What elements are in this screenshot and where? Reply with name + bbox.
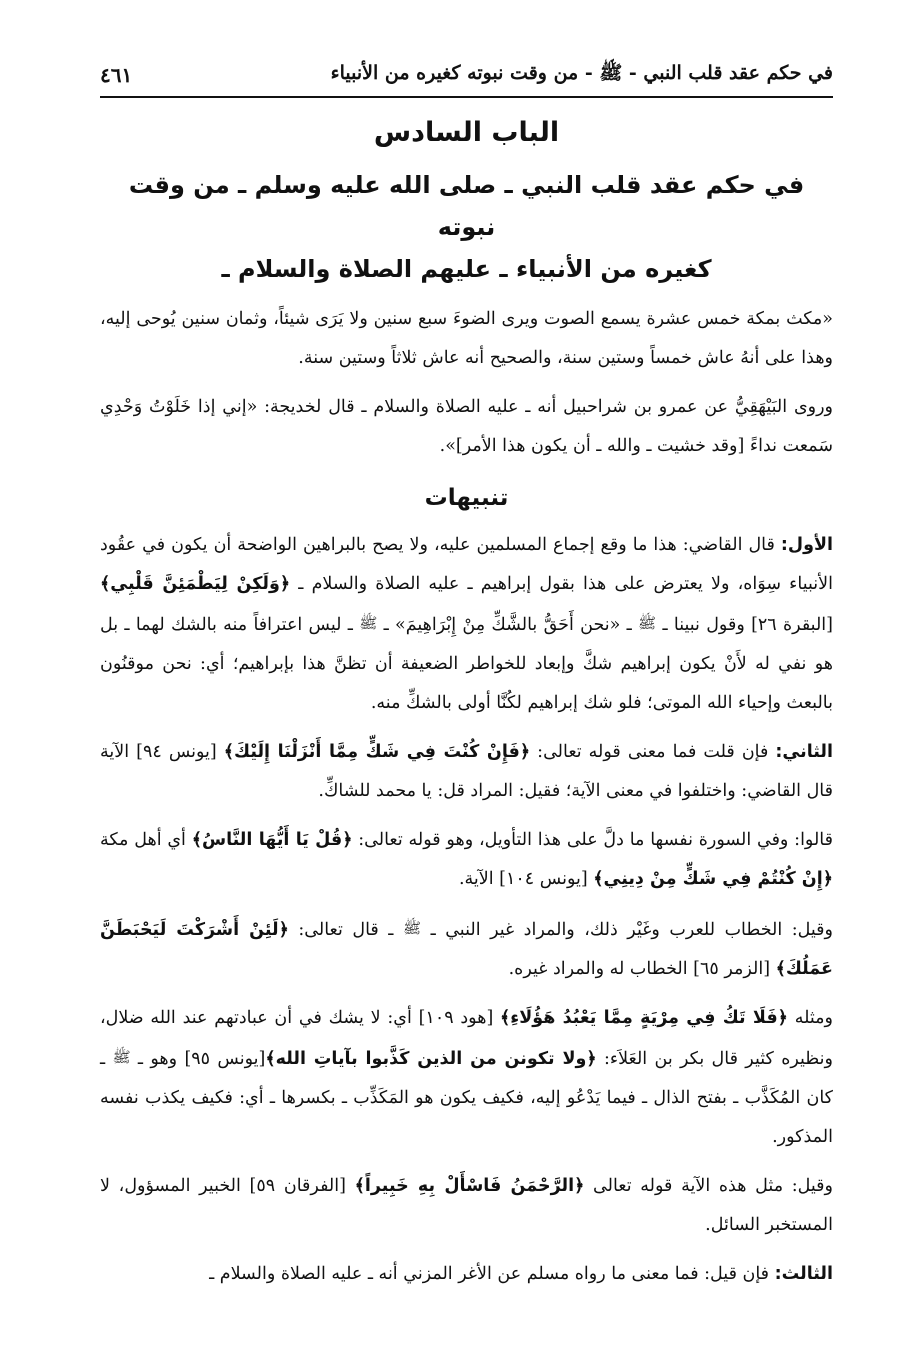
note-third-lead: الثالث: bbox=[774, 1264, 833, 1284]
note-second-p2-text-2: أي أهل مكة bbox=[100, 830, 192, 850]
note-second-paragraph-2 bbox=[100, 821, 833, 899]
intro-paragraph-1: «مكث بمكة خمس عشرة يسمع الصوت ويرى الضوءَ سبع سنين ولا يَرَى شيئاً، وثمان سنين يُوحى إليه، وهذا على أنهُ عاش خمساً وستين سنة، والصحيح أنه عاش ثلاثاً وستين سنة. bbox=[100, 309, 833, 368]
note-second-p4-text-4: ـ كان المُكَذَّب ـ بفتح الذال ـ فيما يَدْعُو إليه، فكيف يكون هو المَكَذِّب ـ بكسرها ـ أي: فكيف يكذب نفسه المذكور. bbox=[100, 1049, 833, 1147]
note-first-lead: الأول: bbox=[780, 535, 833, 555]
note-second-p4-text-1: ومثله bbox=[787, 1008, 833, 1028]
chapter-subtitle bbox=[100, 164, 833, 290]
note-second-paragraph-1 bbox=[100, 733, 833, 811]
note-second-paragraph-4 bbox=[100, 999, 833, 1157]
running-title: في حكم عقد قلب النبي - ﷺ - من وقت نبوته كغيره من الأنبياء bbox=[330, 62, 833, 84]
salla-ligature: ﷺ bbox=[359, 614, 378, 632]
quran-verse-8: ﴿الرَّحْمَنُ فَاسْأَلْ بِهِ خَبِيراً﴾ bbox=[354, 1176, 585, 1196]
page-content bbox=[100, 112, 833, 1304]
note-second-text-2: [يونس ٩٤] الآية قال القاضي: واختلفوا في معنى الآية؛ فقيل: المراد قل: يا محمد للشاكِّ. bbox=[100, 742, 833, 801]
quran-verse-2: ﴿فَإِنْ كُنْتَ فِي شَكٍّ مِمَّا أَنْزَلْنَا إِلَيْكَ﴾ bbox=[223, 742, 531, 762]
quran-verse-4: ﴿إِنْ كُنْتُمْ فِي شَكٍّ مِنْ دِينِي﴾ bbox=[593, 869, 833, 889]
chapter-subtitle-line-1: في حكم عقد قلب النبي ـ صلى الله عليه وسلم ـ من وقت نبوته bbox=[128, 171, 805, 241]
note-second-p2-text-1: قالوا: وفي السورة نفسها ما دلَّ على هذا التأويل، وهو قوله تعالى: bbox=[352, 830, 834, 850]
chapter-subtitle-line-2: كغيره من الأنبياء ـ عليهم الصلاة والسلام ـ bbox=[221, 255, 712, 283]
quran-verse-6: ﴿فَلَا تَكُ فِي مِرْيَةٍ مِمَّا يَعْبُدُ هَؤُلَاءِ﴾ bbox=[500, 1008, 788, 1028]
note-first-text-1: قال القاضي: هذا ما وقع إجماع المسلمين عليه، ولا يصح بالبراهين الواضحة أن يكون في عقُود الأنبياء سِوَاه، ولا يعترض على هذا بقول إبراهيم ـ عليه الصلاة والسلام ـ bbox=[100, 535, 833, 594]
note-second-text-1: فإن قلت فما معنى قوله تعالى: bbox=[530, 742, 776, 762]
note-second-paragraph-3 bbox=[100, 909, 833, 989]
quran-verse-7: ﴿ولا تكونن من الذين كَذَّبوا بآياتِ الله﴾ bbox=[265, 1049, 597, 1069]
quran-verse-1: ﴿وَلَكِنْ لِيَطْمَئِنَّ قَلْبِي﴾ bbox=[100, 574, 291, 594]
note-first-text-2: [البقرة ٢٦] وقول نبينا ـ bbox=[656, 615, 833, 635]
note-second-p4-text-3: [يونس ٩٥] وهو ـ bbox=[130, 1049, 266, 1069]
salla-ligature: ﷺ bbox=[112, 1048, 131, 1066]
note-first-text-3: ـ «نحن أَحَقُّ بالشَّكِّ مِنْ إِبْرَاهِيمَ» ـ bbox=[377, 615, 639, 635]
quran-verse-3: ﴿قُلْ يَا أَيُّهَا النَّاسُ﴾ bbox=[191, 830, 353, 850]
running-header bbox=[100, 54, 833, 98]
page-number: ٤٦١ bbox=[100, 63, 133, 87]
note-second-p3-text-2: ـ قال تعالى: bbox=[288, 920, 403, 940]
note-second-p5-text-2: [الفرقان ٥٩] الخبير المسؤول، لا المستخبر السائل. bbox=[100, 1176, 833, 1235]
note-second-paragraph-5 bbox=[100, 1167, 833, 1245]
note-third-paragraph bbox=[100, 1255, 833, 1294]
note-third-text-1: فإن قيل: فما معنى ما رواه مسلم عن الأغر المزني أنه ـ عليه الصلاة والسلام ـ bbox=[209, 1264, 775, 1284]
note-second-p4-text-2: [هود ١٠٩] أي: لا يشك في أن عبادتهم عند الله ضلال، ونظيره كثير قال بكر بن العَلاَء: bbox=[100, 1008, 833, 1069]
note-second-p3-text-3: [الزمر ٦٥] الخطاب له والمراد غيره. bbox=[508, 959, 776, 979]
salla-ligature: ﷺ bbox=[402, 919, 422, 937]
note-second-lead: الثاني: bbox=[775, 742, 833, 762]
note-second-p2-text-3: [يونس ١٠٤] الآية. bbox=[458, 869, 594, 889]
note-first-text-4: ـ ليس اعترافاً منه بالشك لهما ـ بل هو نفي له لأَنْ يكون إبراهيم شكَّ وإبعاد للخواطر الضعيفة أن تظنَّ هذا بإبراهيم؛ أي: نحن موقنُون بالبعث وإحياء الله الموتى؛ فلو شك إبراهيم لكُنَّا أولى بالشكِّ منه. bbox=[100, 615, 833, 713]
note-second-p3-text-1: وقيل: الخطاب للعرب وغَيْر ذلك، والمراد غير النبي ـ bbox=[421, 920, 833, 940]
salla-ligature: ﷺ bbox=[638, 614, 657, 632]
section-title-tanbihat: تنبيهات bbox=[424, 485, 509, 511]
note-first-paragraph bbox=[100, 526, 833, 723]
quran-verse-5: ﴿لَئِنْ أَشْرَكْتَ لَيَحْبَطَنَّ عَمَلُكَ﴾ bbox=[100, 920, 833, 979]
chapter-title: الباب السادس bbox=[373, 117, 560, 148]
note-second-p5-text-1: وقيل: مثل هذه الآية قوله تعالى bbox=[584, 1176, 833, 1196]
intro-paragraph-2: وروى البَيْهَقِيُّ عن عمرو بن شراحبيل أنه ـ عليه الصلاة والسلام ـ قال لخديجة: «إني إذا خَلَوْتُ وَحْدِي سَمعت نداءً [وقد خشيت ـ والله ـ أن يكون هذا الأمر]». bbox=[100, 397, 833, 456]
